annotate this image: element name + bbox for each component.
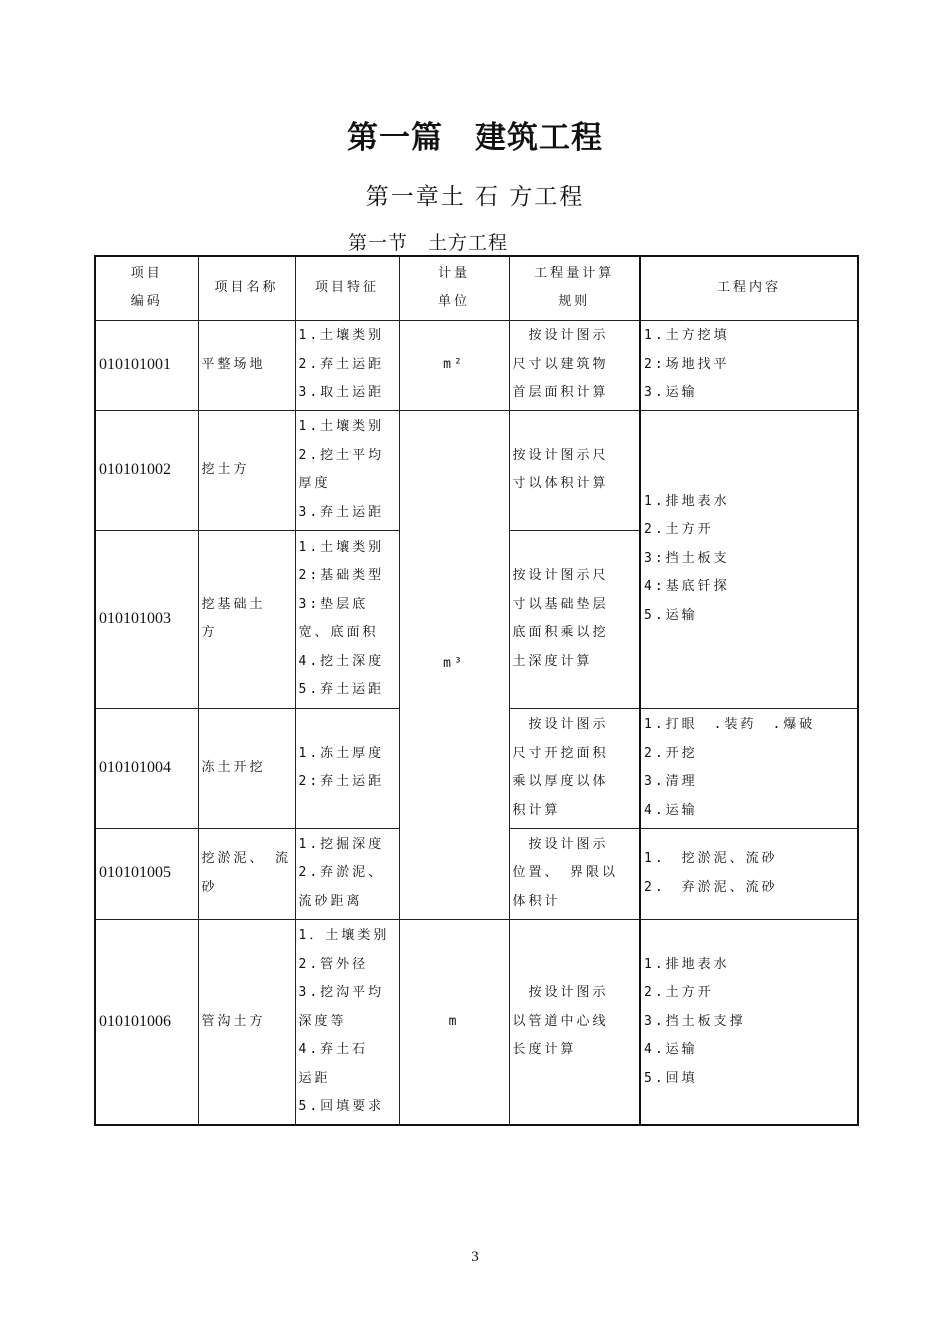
item-name: 冻土开挖: [198, 708, 295, 828]
header-name: 项目名称: [198, 256, 295, 320]
table-row: [95, 320, 858, 410]
item-content-merged: 1.排地表水 2.土方开 3:挡土板支 4:基底钎探 5.运输: [640, 410, 858, 708]
item-name: 管沟土方: [198, 919, 295, 1125]
item-features: 1.挖掘深度 2.弃淤泥、 流砂距离: [295, 828, 399, 919]
table-header-row: [95, 256, 858, 320]
item-code: 010101005: [95, 828, 198, 919]
item-rule: 按设计图示 以管道中心线 长度计算: [509, 919, 640, 1125]
item-features: 1.土壤类别 2:基础类型 3:垫层底 宽、底面积 4.挖土深度 5.弃土运距: [295, 530, 399, 708]
item-name: 挖淤泥、 流 砂: [198, 828, 295, 919]
item-unit: m²: [399, 320, 509, 410]
item-unit-merged: m³: [399, 410, 509, 919]
header-rule: 工程量计算 规则: [509, 256, 640, 320]
item-content: 1.土方挖填 2:场地找平 3.运输: [640, 320, 858, 410]
item-features: 1.土壤类别 2.弃土运距 3.取土运距: [295, 320, 399, 410]
item-rule: 按设计图示尺 寸以基础垫层 底面积乘以挖 土深度计算: [509, 530, 640, 708]
item-name: 平整场地: [198, 320, 295, 410]
item-name: 挖基础土 方: [198, 530, 295, 708]
item-rule: 按设计图示 尺寸以建筑物 首层面积计算: [509, 320, 640, 410]
item-features: 1.土壤类别 2.挖土平均 厚度 3.弃土运距: [295, 410, 399, 530]
item-code: 010101003: [95, 530, 198, 708]
item-code: 010101004: [95, 708, 198, 828]
item-content: 1.排地表水 2.土方开 3.挡土板支撑 4.运输 5.回填: [640, 919, 858, 1125]
item-code: 010101001: [95, 320, 198, 410]
header-features: 项目特征: [295, 256, 399, 320]
header-code: 项目 编码: [95, 256, 198, 320]
bill-of-quantities-table: [94, 255, 859, 1126]
item-code: 010101006: [95, 919, 198, 1125]
header-content: 工程内容: [640, 256, 858, 320]
item-rule: 按设计图示尺 寸以体积计算: [509, 410, 640, 530]
item-name: 挖土方: [198, 410, 295, 530]
item-content: 1. 挖淤泥、流砂 2. 弃淤泥、流砂: [640, 828, 858, 919]
table-row: [95, 410, 858, 530]
item-features: 1．土壤类别 2.管外径 3.挖沟平均 深度等 4.弃土石 运距 5.回填要求: [295, 919, 399, 1125]
table-row: [95, 919, 858, 1125]
page-number: 3: [471, 1249, 479, 1265]
item-content: 1.打眼 .装药 .爆破 2.开挖 3.清理 4.运输: [640, 708, 858, 828]
page-title: 第一篇 建筑工程: [347, 120, 603, 156]
section-title: 第一节 土方工程: [347, 232, 508, 254]
item-code: 010101002: [95, 410, 198, 530]
item-features: 1.冻土厚度 2:弃土运距: [295, 708, 399, 828]
item-unit: m: [399, 919, 509, 1125]
item-rule: 按设计图示 位置、 界限以 体积计: [509, 828, 640, 919]
chapter-title: 第一章土 石 方工程: [365, 184, 585, 210]
header-unit: 计量 单位: [399, 256, 509, 320]
item-rule: 按设计图示 尺寸开挖面积 乘以厚度以体 积计算: [509, 708, 640, 828]
